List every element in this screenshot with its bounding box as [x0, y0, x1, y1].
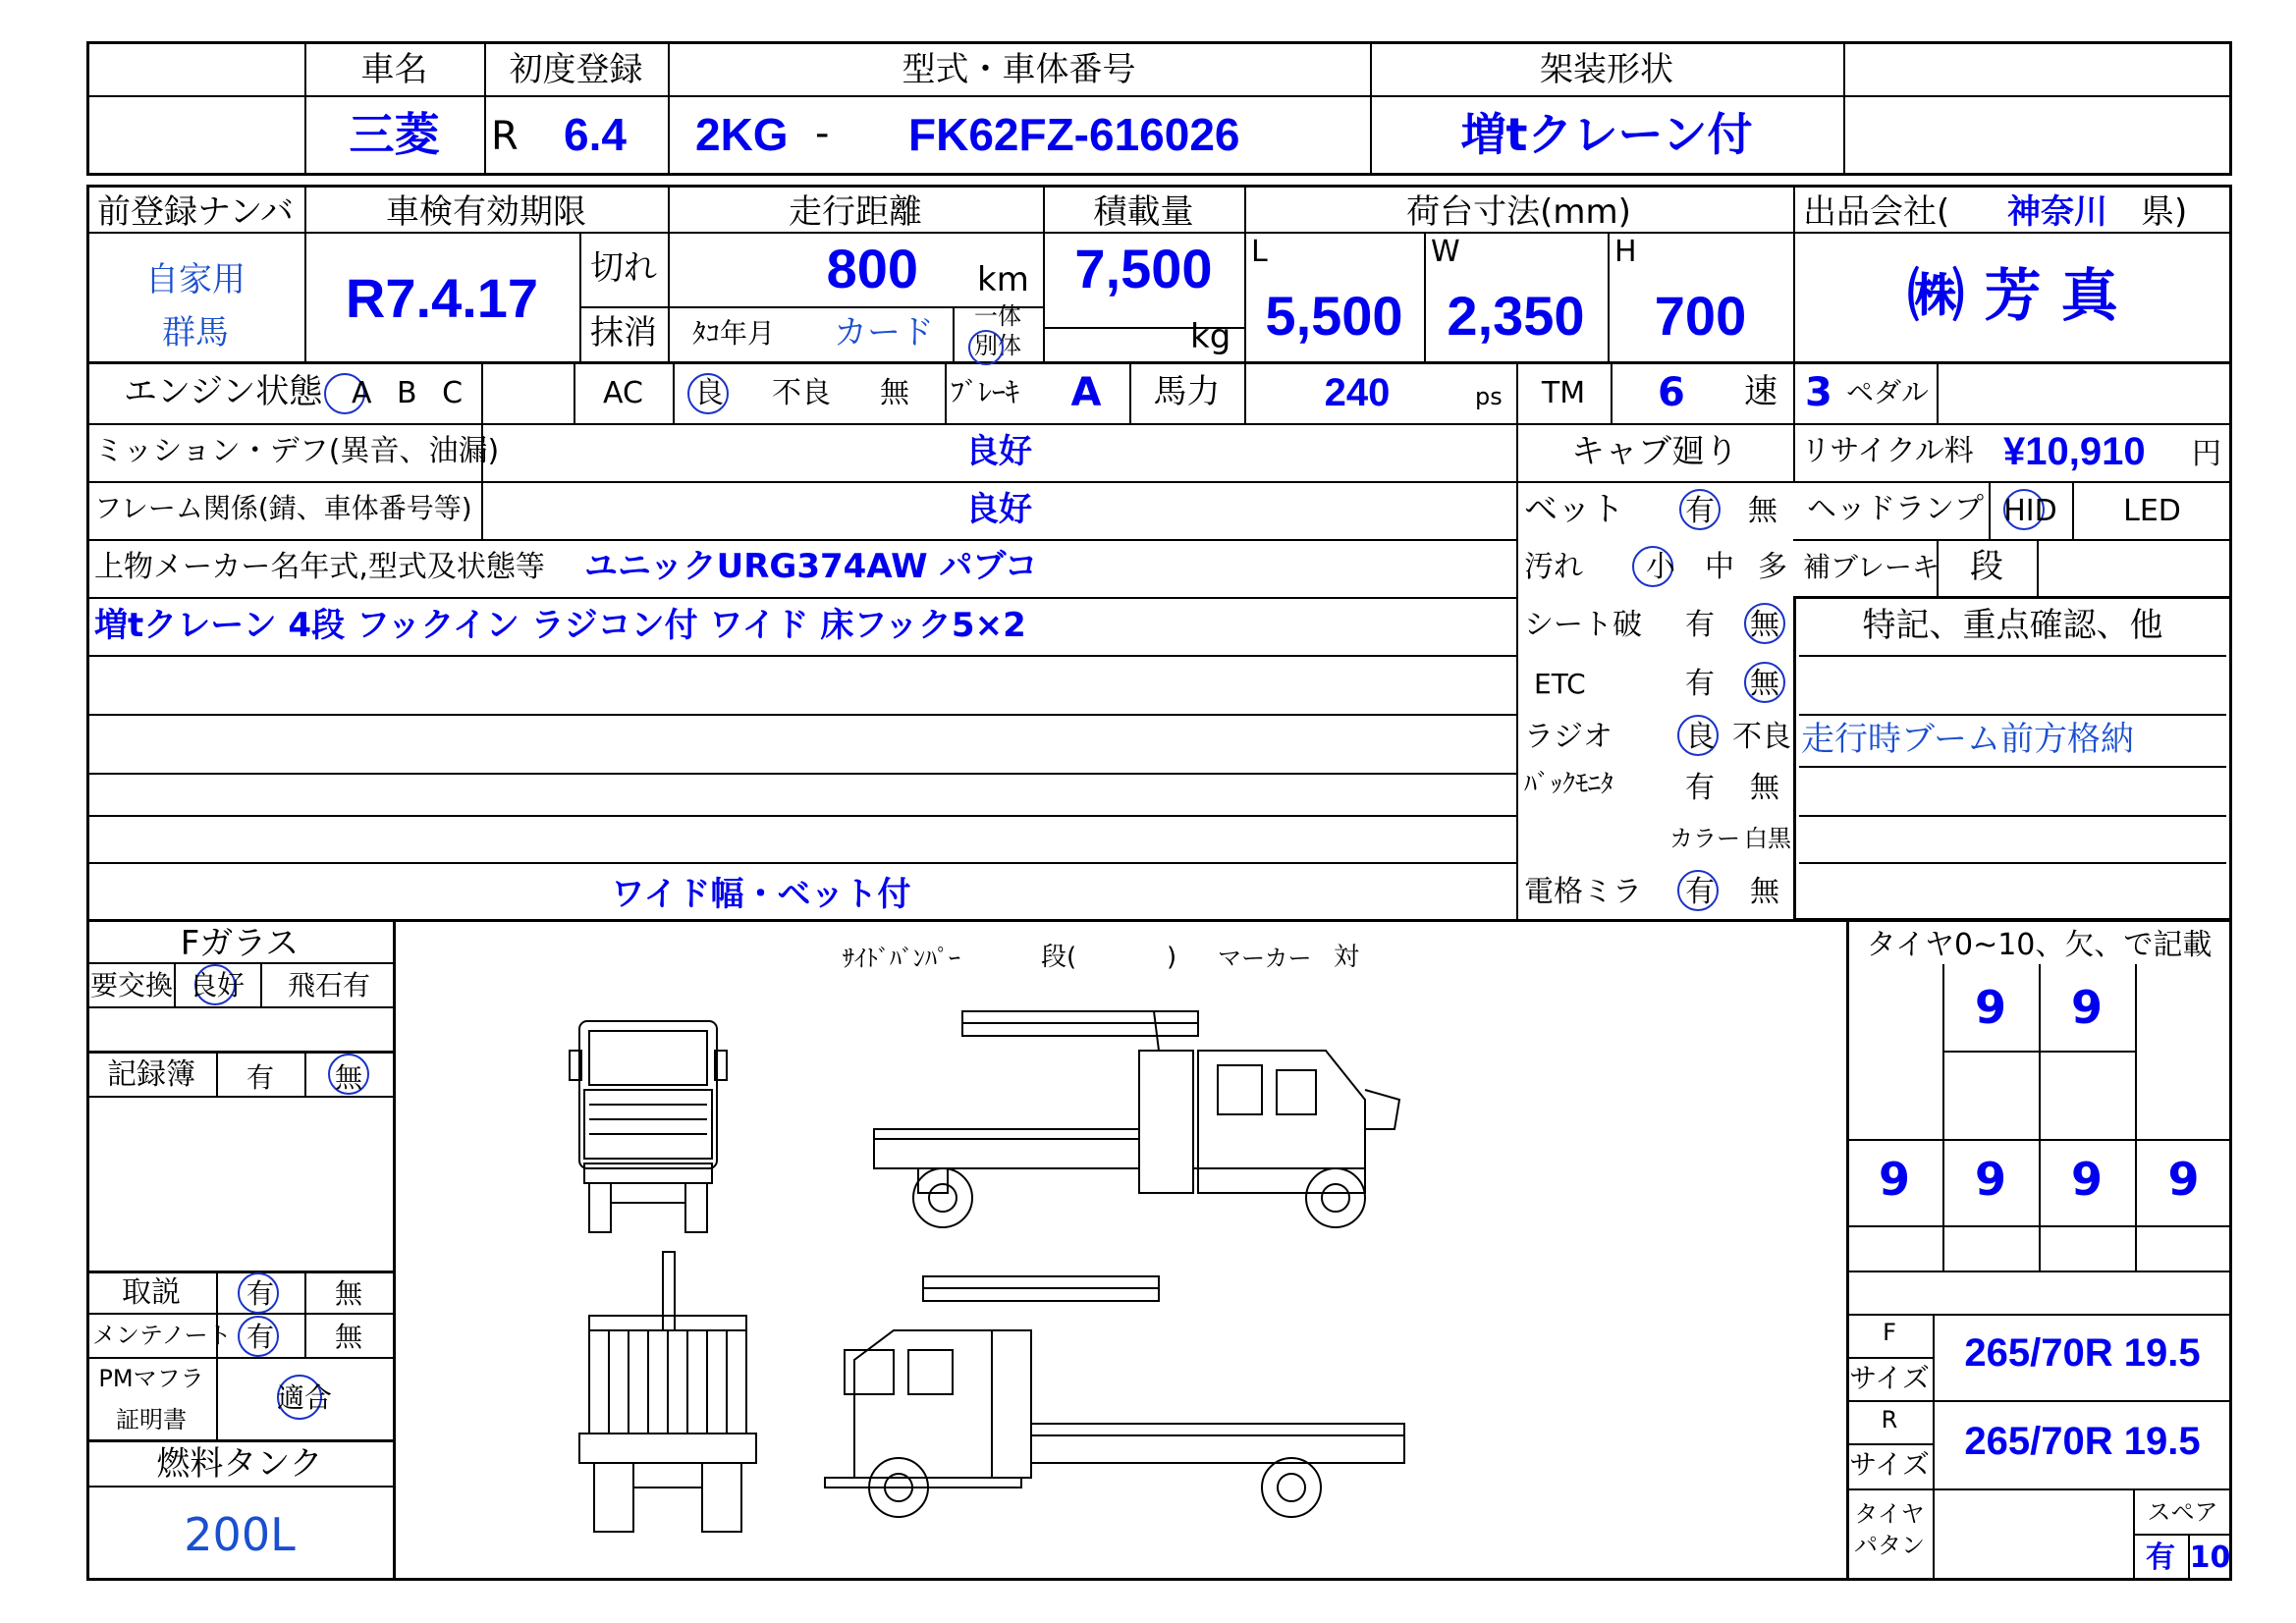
header-car-name: 車名 — [360, 50, 428, 89]
etc-yes: 有 — [1685, 667, 1715, 701]
pm-label-1: PMマフラ — [98, 1365, 204, 1392]
chip-option: 飛石有 — [288, 969, 371, 1001]
ac-good: 良 — [694, 376, 724, 410]
f-label: F — [1883, 1319, 1896, 1346]
car-name: 三菱 — [349, 108, 440, 161]
mission-value: 良好 — [965, 432, 1032, 471]
dirt-small: 小 — [1646, 550, 1675, 584]
bed-h-label: H — [1614, 235, 1637, 269]
record-no: 無 — [334, 1061, 362, 1094]
bumper-close: ) — [1167, 943, 1177, 972]
tacho-integral: 一体 — [974, 302, 1021, 330]
spare-value: 10 — [2189, 1541, 2231, 1575]
etc-label: ETC — [1534, 668, 1586, 700]
front-tire-size: 265/70R 19.5 — [1964, 1331, 2201, 1375]
pedal-number: 3 — [1805, 370, 1832, 415]
cab-title: キャブ廻り — [1571, 432, 1738, 471]
seat-yes: 有 — [1685, 608, 1715, 642]
tm-value: 6 — [1658, 370, 1685, 415]
bed-no: 無 — [1748, 494, 1777, 528]
tire-front-right: 9 — [2070, 981, 2103, 1034]
ac-none: 無 — [880, 376, 909, 410]
header-load: 積載量 — [1093, 192, 1194, 232]
pattern-label-2: パタン — [1854, 1532, 1925, 1559]
replace-option: 要交換 — [90, 969, 174, 1001]
truck-side-view — [874, 1011, 1399, 1227]
fg-good-option: 良好 — [190, 969, 246, 1001]
cancelled-label: 抹消 — [590, 313, 657, 352]
manual-no: 無 — [334, 1277, 362, 1310]
crane-description: 増tクレーン 4段 フックイン ラジコン付 ワイド 床フック5×2 — [94, 606, 1026, 645]
dirt-label: 汚れ — [1524, 550, 1583, 584]
manual-label: 取説 — [122, 1275, 181, 1310]
bed-yes: 有 — [1685, 494, 1715, 528]
frame-value: 良好 — [965, 490, 1032, 529]
tacho-card: カード — [834, 313, 934, 352]
wide-note: ワイド幅・ベット付 — [611, 875, 911, 914]
mileage-value: 800 — [826, 238, 918, 299]
f-size-label: サイズ — [1849, 1362, 1930, 1394]
mission-label: ミッション・デフ(異音、油漏) — [94, 434, 500, 468]
dirt-many: 多 — [1758, 550, 1787, 584]
reg-era: R — [491, 114, 519, 159]
header-inspection: 車検有効期限 — [386, 192, 586, 232]
tacho-label: ﾀｺ年月 — [692, 317, 776, 350]
aux-brake-value: 段 — [1970, 547, 2003, 586]
engine-label: エンジン状態 — [124, 372, 323, 411]
record-label: 記録簿 — [107, 1057, 195, 1092]
header-seller: 出品会社( — [1803, 192, 1950, 232]
pm-label-2: 証明書 — [116, 1406, 187, 1434]
company-name: ㈱ 芳 真 — [1907, 262, 2118, 329]
header-model: 型式・車体番号 — [902, 50, 1136, 89]
pattern-label-1: タイヤ — [1854, 1500, 1925, 1528]
radio-bad: 不良 — [1732, 720, 1791, 754]
spare-yes: 有 — [2146, 1541, 2175, 1575]
seat-no: 無 — [1750, 608, 1779, 642]
separate-circle — [968, 330, 1004, 365]
tire-rear-4: 9 — [2167, 1153, 2200, 1206]
fuel-label: 燃料タンク — [156, 1444, 323, 1484]
led-option: LED — [2123, 494, 2181, 528]
ac-label: AC — [603, 376, 643, 410]
mirror-no: 無 — [1750, 875, 1779, 909]
truck-left-side-view — [825, 1276, 1404, 1517]
truck-front-view — [570, 1021, 727, 1232]
truck-rear-view — [579, 1252, 756, 1532]
top-divider — [86, 95, 2232, 97]
headlamp-label: ヘッドランプ — [1807, 492, 1984, 526]
aux-brake-label: 補ブレーキ — [1803, 551, 1940, 583]
dirt-medium: 中 — [1705, 550, 1734, 584]
kg-unit: kg — [1190, 317, 1231, 356]
model-prefix: 2KG — [695, 109, 789, 160]
header-prev-plate: 前登録ナンバ — [97, 192, 294, 232]
maint-label: メンテノート — [92, 1322, 232, 1349]
mirror-label: 電格ミラ — [1524, 875, 1642, 909]
bed-label: ベット — [1524, 490, 1624, 529]
fglass-label: Fガラス — [180, 924, 300, 963]
brake-value: A — [1070, 370, 1102, 415]
tire-rear-1: 9 — [1878, 1153, 1910, 1206]
header-first-reg: 初度登録 — [509, 50, 643, 89]
record-yes: 有 — [246, 1061, 274, 1094]
etc-no: 無 — [1750, 667, 1779, 701]
pedal-label: ペダル — [1846, 376, 1930, 408]
bumper-dan: 段( — [1041, 943, 1077, 972]
body-type: 増tクレーン付 — [1460, 108, 1753, 161]
backmon-label: ﾊﾞｯｸﾓﾆﾀ — [1524, 770, 1614, 799]
recycle-value: ¥10,910 — [2003, 430, 2146, 473]
color-label: カラー — [1669, 825, 1740, 852]
hid-option: HID — [2003, 494, 2057, 528]
bumper-label: ｻｲﾄﾞﾊﾞﾝﾊﾟｰ — [843, 945, 960, 972]
tacho-separate: 別体 — [974, 332, 1021, 359]
inspection-date: R7.4.17 — [345, 267, 539, 329]
tire-rear-2: 9 — [1974, 1153, 2006, 1206]
pm-value: 適合 — [276, 1381, 332, 1414]
recycle-label: リサイクル料 — [1801, 434, 1974, 468]
ps-unit: ps — [1475, 383, 1503, 410]
tm-label: TM — [1541, 376, 1586, 410]
yen-unit: 円 — [2192, 437, 2221, 471]
spare-label: スペア — [2147, 1498, 2218, 1526]
marker-label: マーカー — [1218, 945, 1312, 972]
plate-use: 自家用 — [145, 260, 246, 299]
km-unit: km — [977, 260, 1029, 299]
header-body-type: 架装形状 — [1540, 50, 1673, 89]
hp-value: 240 — [1324, 371, 1391, 414]
ac-bad: 不良 — [772, 376, 831, 410]
manual-yes: 有 — [246, 1277, 274, 1310]
header-bed-size: 荷台寸法(mm) — [1406, 192, 1631, 232]
seller-prefecture: 神奈川 — [2007, 192, 2107, 232]
r-label: R — [1881, 1406, 1898, 1434]
tire-front-left: 9 — [1974, 981, 2006, 1034]
tire-rear-3: 9 — [2070, 1153, 2103, 1206]
plate-prefecture: 群馬 — [162, 313, 229, 352]
bed-width: 2,350 — [1447, 285, 1585, 347]
bw-label: 白黒 — [1744, 825, 1791, 852]
mirror-yes: 有 — [1685, 875, 1715, 909]
maker-label: 上物メーカー名年式,型式及状態等 — [94, 550, 545, 584]
seat-label: シート破 — [1524, 608, 1642, 642]
header-ken: 県) — [2141, 192, 2188, 232]
hp-label: 馬力 — [1153, 372, 1221, 411]
truck-diagram — [550, 992, 1542, 1561]
header-mileage: 走行距離 — [789, 192, 922, 232]
model-dash: - — [815, 111, 830, 156]
brake-label: ﾌﾞﾚｰｷ — [951, 376, 1020, 408]
speed-label: 速 — [1744, 372, 1777, 411]
frame-label: フレーム関係(錆、車体番号等) — [94, 492, 472, 524]
notes-title: 特記、重点確認、他 — [1862, 606, 2163, 645]
rear-tire-size: 265/70R 19.5 — [1964, 1420, 2201, 1463]
marker-pair: 対 — [1334, 943, 1360, 972]
tire-title: タイヤ0~10、欠、で記載 — [1866, 928, 2213, 962]
maker-value: ユニックURG374AW パブコ — [584, 547, 1038, 586]
chassis-number: FK62FZ-616026 — [908, 109, 1240, 160]
note-line-1: 走行時ブーム前方格納 — [1801, 720, 2134, 759]
load-value: 7,500 — [1074, 238, 1213, 299]
maint-yes: 有 — [246, 1321, 274, 1353]
radio-good: 良 — [1685, 720, 1715, 754]
bed-w-label: W — [1431, 235, 1460, 269]
backmon-no: 無 — [1750, 771, 1779, 805]
bed-length: 5,500 — [1265, 285, 1403, 347]
maint-no: 無 — [334, 1321, 362, 1353]
expired-label: 切れ — [590, 248, 657, 288]
fuel-value: 200L — [184, 1508, 296, 1561]
r-size-label: サイズ — [1849, 1448, 1930, 1481]
backmon-yes: 有 — [1685, 771, 1715, 805]
engine-abc: A B C — [352, 376, 471, 410]
reg-date: 6.4 — [564, 109, 627, 160]
bed-l-label: L — [1251, 235, 1268, 269]
bed-height: 700 — [1654, 285, 1747, 347]
radio-label: ラジオ — [1524, 720, 1613, 754]
